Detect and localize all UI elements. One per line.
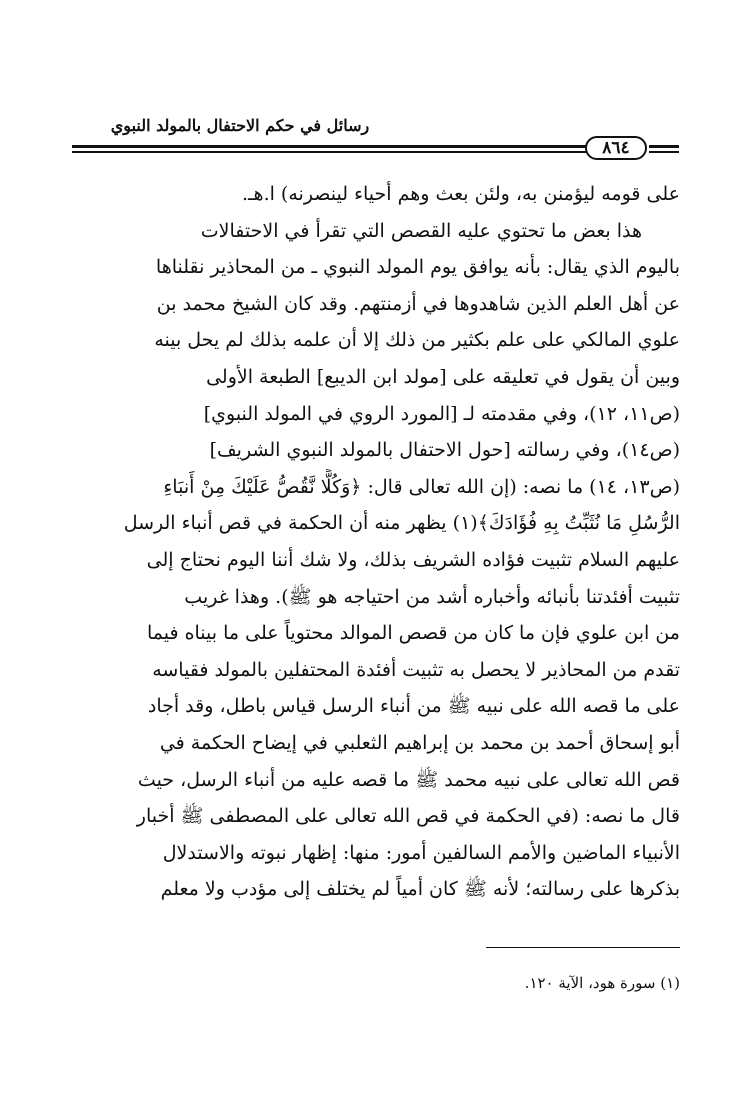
text-line: هذا بعض ما تحتوي عليه القصص التي تقرأ في الاحتفالات xyxy=(200,219,642,242)
body-text xyxy=(72,176,680,908)
text-line: علوي المالكي على علم بكثير من ذلك إلا أن علمه بذلك لم يحل بينه xyxy=(154,329,680,352)
text-line: على قومه ليؤمنن به، ولئن بعث وهم أحياء لينصرنه) ا.هـ. xyxy=(241,183,680,205)
text-line: قال ما نصه: (في الحكمة في قص الله تعالى على المصطفى ﷺ أخبار xyxy=(136,805,680,828)
text-line: عليهم السلام تثبيت فؤاده الشريف بذلك، ولا شك أننا اليوم نحتاج إلى xyxy=(146,548,680,571)
header-rule xyxy=(649,151,679,153)
running-title: رسائل في حكم الاحتفال بالمولد النبوي xyxy=(110,116,370,135)
header-rule xyxy=(72,145,587,148)
text-line: (ص١٤)، وفي رسالته [حول الاحتفال بالمولد النبوي الشريف] xyxy=(209,439,680,462)
text-line: باليوم الذي يقال: بأنه يوافق يوم المولد النبوي ـ من المحاذير نقلناها xyxy=(155,256,680,279)
text-line: الرُّسُلِ مَا نُثَبِّتُ بِهِ فُؤَادَكَ﴾(١) يظهر منه أن الحكمة في قص أنباء الرسل xyxy=(123,512,680,535)
text-line: تثبيت أفئدتنا بأنبائه وأخباره أشد من احتياجه هو ﷺ). وهذا غريب xyxy=(184,585,680,608)
text-line: أبو إسحاق أحمد بن محمد بن إبراهيم الثعلبي في إيضاح الحكمة في xyxy=(159,731,680,754)
text-line: (ص١٣، ١٤) ما نصه: (إن الله تعالى قال: ﴿وَكُلًّا نَّقُصُّ عَلَيْكَ مِنْ أَنبَاءِ xyxy=(163,475,680,498)
text-line: الأنبياء الماضين والأمم السالفين أمور: منها: إظهار نبوته والاستدلال xyxy=(162,841,680,864)
text-line: تقدم من المحاذير لا يحصل به تثبيت أفئدة المحتفلين بالمولد فقياسه xyxy=(152,658,680,681)
page-number: ٨٦٤ xyxy=(585,136,647,160)
text-line: عن أهل العلم الذين شاهدوها في أزمنتهم. وقد كان الشيخ محمد بن xyxy=(156,292,680,315)
text-line: بذكرها على رسالته؛ لأنه ﷺ كان أمياً لم يختلف إلى مؤدب ولا معلم xyxy=(160,878,680,901)
footnote: (١) سورة هود، الآية ١٢٠. xyxy=(524,974,680,992)
text-line: قص الله تعالى على نبيه محمد ﷺ ما قصه عليه من أنباء الرسل، حيث xyxy=(137,768,680,791)
header-rule xyxy=(72,151,587,153)
header-rule xyxy=(649,145,679,148)
text-line: وبين أن يقول في تعليقه على [مولد ابن الديبع] الطبعة الأولى xyxy=(206,365,680,388)
text-line: من ابن علوي فإن ما كان من قصص الموالد محتوياً على ما بيناه فيما xyxy=(146,622,680,645)
text-line: على ما قصه الله على نبيه ﷺ من أنباء الرسل قياس باطل، وقد أجاد xyxy=(147,695,680,718)
footnote-rule xyxy=(486,947,680,948)
text-line: (ص١١، ١٢)، وفي مقدمته لـ [المورد الروي في المولد النبوي] xyxy=(203,402,680,425)
